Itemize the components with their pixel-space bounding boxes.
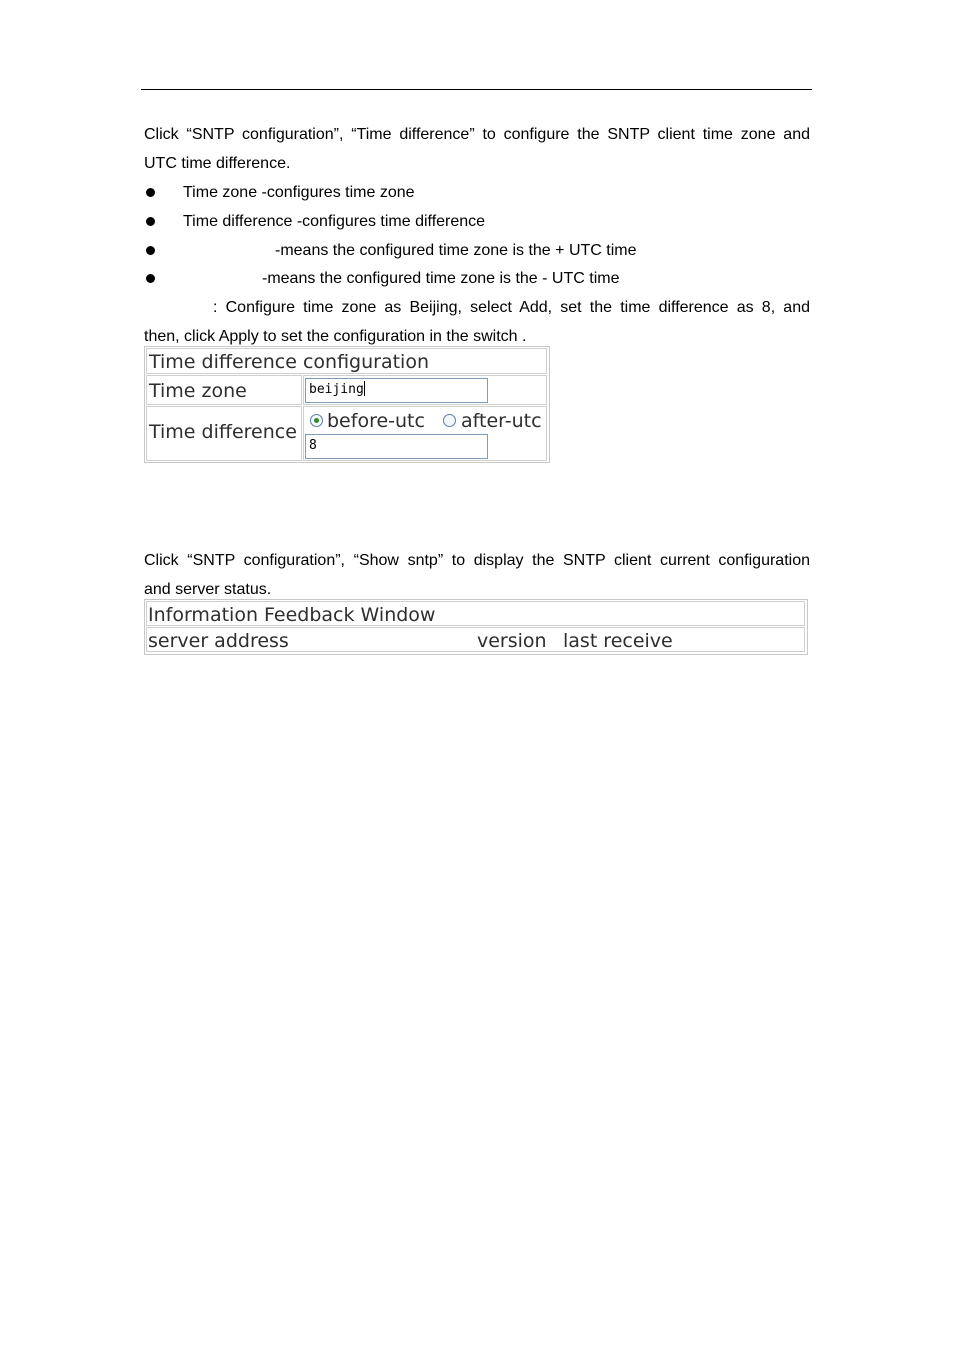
time-difference-label: Time difference: [146, 406, 302, 461]
bullet-dot-icon: [146, 188, 155, 197]
information-feedback-panel: [144, 599, 808, 655]
after-utc-label[interactable]: after-utc: [461, 410, 542, 432]
feedback-title: Information Feedback Window: [146, 601, 805, 626]
panel-title: Time difference configuration: [146, 348, 547, 374]
after-utc-radio[interactable]: [443, 414, 456, 427]
radio-selected-dot: [314, 418, 319, 423]
intro-line-2: UTC time difference.: [144, 155, 291, 172]
time-zone-input-value: beijing: [309, 382, 364, 397]
server-address-header: server address: [148, 630, 289, 652]
time-zone-input[interactable]: [305, 378, 488, 403]
bullet-dot-icon: [146, 246, 155, 255]
time-zone-label: Time zone: [146, 375, 302, 405]
time-difference-input[interactable]: 8: [305, 434, 488, 459]
feedback-header-row: [146, 627, 805, 652]
time-difference-panel: [144, 346, 550, 463]
time-zone-cell: [303, 375, 547, 405]
bullet-text: -means the configured time zone is the - UTC time: [262, 270, 620, 287]
bullet-text: -means the configured time zone is the + UTC time: [275, 242, 637, 259]
intro-paragraph: [144, 120, 810, 178]
bullet-text: Time difference -configures time difference: [183, 213, 486, 230]
text-caret: [364, 381, 365, 396]
bullet-text: Time zone -configures time zone: [183, 184, 415, 201]
intro-line-1: Click “SNTP configuration”, “Time difference” to configure the SNTP client time zone and: [144, 126, 810, 143]
bullet-dot-icon: [146, 274, 155, 283]
last-receive-header: last receive: [563, 630, 673, 652]
time-difference-cell: [303, 406, 547, 461]
show-line-1: Click “SNTP configuration”, “Show sntp” to display the SNTP client current configuration: [144, 552, 810, 569]
example-paragraph: [144, 293, 810, 351]
example-line-1: : Configure time zone as Beijing, select Add, set the time difference as 8, and: [213, 299, 810, 316]
show-line-2: and server status.: [144, 581, 272, 598]
show-sntp-paragraph: [144, 546, 810, 604]
header-rule: [141, 89, 812, 90]
bullet-dot-icon: [146, 217, 155, 226]
before-utc-label[interactable]: before-utc: [327, 410, 425, 432]
example-line-2: then, click Apply to set the configuration in the switch .: [144, 328, 527, 345]
before-utc-radio[interactable]: [310, 414, 323, 427]
version-header: version: [477, 630, 547, 652]
